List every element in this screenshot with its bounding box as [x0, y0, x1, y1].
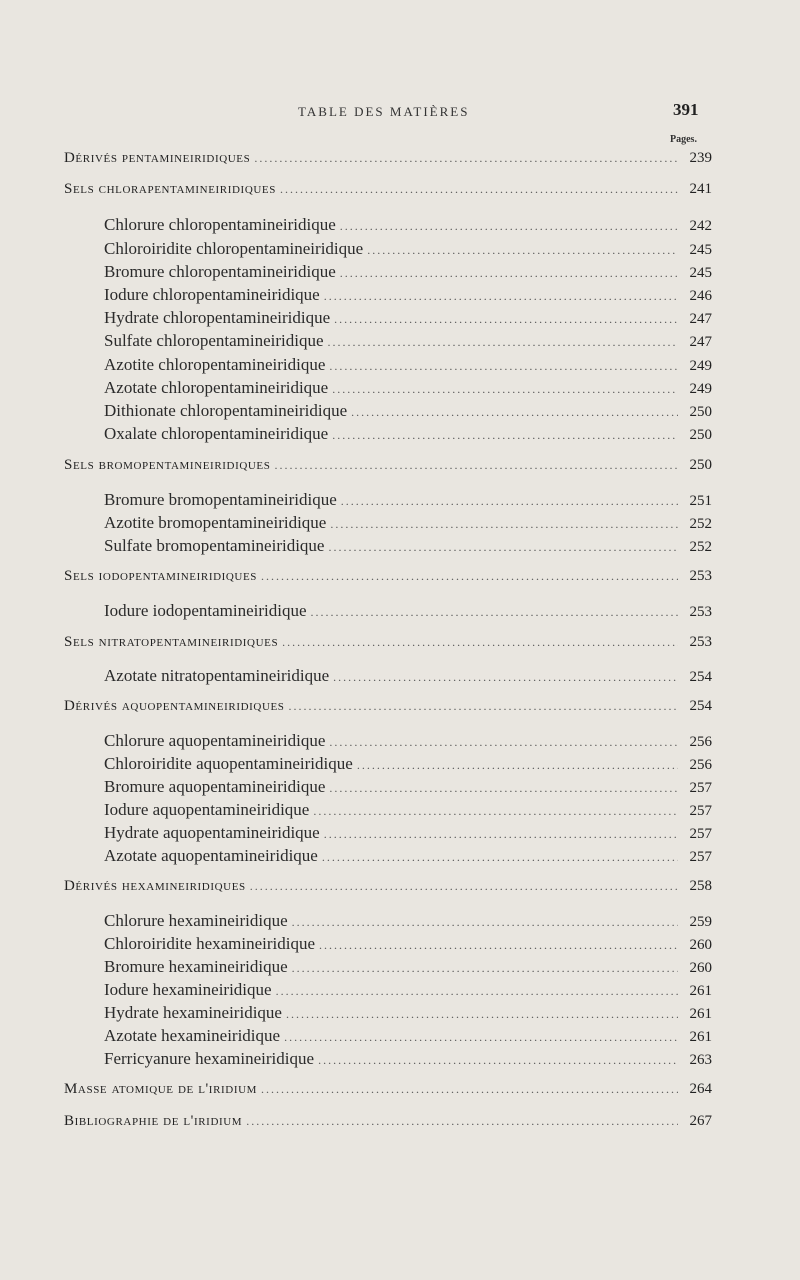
toc-page-number: 247	[689, 311, 712, 327]
toc-entry	[104, 1003, 712, 1025]
dot-leader	[261, 569, 678, 584]
dot-leader	[254, 151, 678, 166]
toc-page-number: 257	[689, 849, 712, 865]
toc-page-number: 247	[689, 334, 712, 350]
toc-page-number: 239	[689, 150, 712, 166]
toc-page-number: 260	[689, 960, 712, 976]
toc-entry	[104, 1049, 712, 1071]
toc-label: Azotate chloropentamineiridique	[104, 378, 329, 397]
toc-section-heading	[64, 878, 712, 900]
toc-label: Bromure bromopentamineiridique	[104, 490, 337, 509]
toc-label: Chloroiridite aquopentamineiridique	[104, 754, 353, 773]
toc-entry	[104, 424, 712, 446]
toc-label: Dithionate chloropentamineiridique	[104, 401, 348, 420]
toc-label: Iodure hexamineiridique	[104, 980, 272, 999]
dot-leader	[282, 635, 678, 650]
dot-leader	[324, 289, 678, 304]
toc-entry	[104, 401, 712, 423]
toc-entry	[104, 536, 712, 558]
toc-entry	[104, 601, 712, 623]
toc-label: Chlorure hexamineiridique	[104, 911, 288, 930]
toc-label: Azotate hexamineiridique	[104, 1026, 281, 1045]
toc-entry	[104, 754, 712, 776]
toc-page-number: 253	[689, 568, 712, 584]
toc-page-number: 241	[689, 181, 712, 197]
dot-leader	[292, 915, 678, 930]
toc-label: Azotite bromopentamineiridique	[104, 513, 327, 532]
toc-entry	[104, 490, 712, 512]
toc-page-number: 252	[689, 516, 712, 532]
toc-label: Sels bromopentamineiridiques	[64, 457, 271, 473]
toc-page-number: 254	[689, 698, 712, 714]
dot-leader	[367, 243, 678, 258]
dot-leader	[332, 382, 678, 397]
toc-entry	[104, 513, 712, 535]
dot-leader	[284, 1030, 678, 1045]
toc-entry	[104, 911, 712, 933]
toc-entry	[104, 308, 712, 330]
toc-page-number: 253	[689, 604, 712, 620]
toc-page-number: 246	[689, 288, 712, 304]
dot-leader	[332, 428, 678, 443]
toc-page-number: 264	[689, 1081, 712, 1097]
toc-entry	[104, 731, 712, 753]
dot-leader	[250, 879, 678, 894]
toc-page-number: 267	[689, 1113, 712, 1129]
toc-label: Iodure aquopentamineiridique	[104, 800, 310, 819]
toc-page-number: 253	[689, 634, 712, 650]
toc-entry	[104, 980, 712, 1002]
toc-section-heading	[64, 181, 712, 203]
toc-label: Sels chlorapentamineiridiques	[64, 181, 276, 197]
toc-page-number: 249	[689, 381, 712, 397]
toc-label: Chloroiridite chloropentamineiridique	[104, 239, 364, 258]
toc-page-number: 251	[689, 493, 712, 509]
toc-page-number: 260	[689, 937, 712, 953]
toc-section-heading	[64, 634, 712, 656]
toc-label: Dérivés pentamineiridiques	[64, 150, 251, 166]
toc-label: Sulfate chloropentamineiridique	[104, 331, 324, 350]
dot-leader	[311, 605, 678, 620]
toc-label: Ferricyanure hexamineiridique	[104, 1049, 315, 1068]
toc-label: Sels nitratopentamineiridiques	[64, 634, 279, 650]
dot-leader	[318, 1053, 678, 1068]
toc-page-number: 257	[689, 826, 712, 842]
dot-leader	[322, 850, 678, 865]
dot-leader	[333, 670, 678, 685]
dot-leader	[340, 266, 678, 281]
toc-page-number: 250	[689, 457, 712, 473]
toc-page-number: 256	[689, 757, 712, 773]
toc-entry	[104, 800, 712, 822]
toc-section-heading	[64, 698, 712, 720]
toc-entry	[104, 285, 712, 307]
toc-section-heading	[64, 457, 712, 479]
dot-leader	[274, 458, 678, 473]
toc-entry	[104, 934, 712, 956]
dot-leader	[328, 335, 678, 350]
running-header	[0, 100, 800, 128]
dot-leader	[280, 182, 678, 197]
toc-page-number: 256	[689, 734, 712, 750]
toc-entry	[104, 1026, 712, 1048]
toc-entry	[104, 262, 712, 284]
toc-page-number: 252	[689, 539, 712, 555]
toc-label: Chlorure aquopentamineiridique	[104, 731, 326, 750]
toc-label: Chlorure chloropentamineiridique	[104, 215, 336, 234]
dot-leader	[292, 961, 678, 976]
dot-leader	[357, 758, 678, 773]
toc-page-number: 258	[689, 878, 712, 894]
toc-label: Dérivés hexamineiridiques	[64, 878, 246, 894]
toc-section-heading	[64, 1081, 712, 1103]
toc-entry	[104, 823, 712, 845]
toc-label: Sulfate bromopentamineiridique	[104, 536, 325, 555]
toc-page-number: 261	[689, 983, 712, 999]
toc-label: Hydrate aquopentamineiridique	[104, 823, 320, 842]
toc-label: Azotate aquopentamineiridique	[104, 846, 318, 865]
dot-leader	[324, 827, 678, 842]
toc-label: Sels iodopentamineiridiques	[64, 568, 258, 584]
toc-entry	[104, 666, 712, 688]
dot-leader	[329, 735, 678, 750]
toc-entry	[104, 215, 712, 237]
toc-label: Hydrate hexamineiridique	[104, 1003, 282, 1022]
toc-label: Azotate nitratopentamineiridique	[104, 666, 330, 685]
toc-page-number: 257	[689, 803, 712, 819]
dot-leader	[276, 984, 678, 999]
dot-leader	[340, 219, 678, 234]
toc-label: Iodure iodopentamineiridique	[104, 601, 307, 620]
toc-page-number: 261	[689, 1006, 712, 1022]
toc-page-number: 249	[689, 358, 712, 374]
toc-entry	[104, 846, 712, 868]
toc-page-number: 263	[689, 1052, 712, 1068]
toc-label: Iodure chloropentamineiridique	[104, 285, 320, 304]
running-title: TABLE DES MATIÈRES	[298, 104, 470, 119]
toc-entry	[104, 355, 712, 377]
dot-leader	[289, 699, 678, 714]
toc-page-number: 250	[689, 404, 712, 420]
toc-section-heading	[64, 568, 712, 590]
toc-label: Hydrate chloropentamineiridique	[104, 308, 331, 327]
toc-page-number: 259	[689, 914, 712, 930]
toc-label: Chloroiridite hexamineiridique	[104, 934, 316, 953]
toc-page-number: 245	[689, 265, 712, 281]
toc-page-number: 250	[689, 427, 712, 443]
toc-section-heading	[64, 1113, 712, 1135]
dot-leader	[313, 804, 678, 819]
toc-label: Oxalate chloropentamineiridique	[104, 424, 329, 443]
dot-leader	[319, 938, 678, 953]
pages-column-label: Pages.	[670, 134, 697, 145]
dot-leader	[261, 1082, 678, 1097]
dot-leader	[329, 359, 678, 374]
toc-label: Dérivés aquopentamineiridiques	[64, 698, 285, 714]
dot-leader	[329, 781, 678, 796]
toc-page-number: 242	[689, 218, 712, 234]
toc-entry	[104, 957, 712, 979]
toc-page-number: 245	[689, 242, 712, 258]
dot-leader	[286, 1007, 678, 1022]
dot-leader	[341, 494, 678, 509]
dot-leader	[246, 1114, 678, 1129]
toc-page-number: 254	[689, 669, 712, 685]
toc-entry	[104, 378, 712, 400]
toc-page-number: 257	[689, 780, 712, 796]
toc-section-heading	[64, 150, 712, 172]
toc-label: Bromure hexamineiridique	[104, 957, 288, 976]
toc-label: Azotite chloropentamineiridique	[104, 355, 326, 374]
dot-leader	[328, 540, 678, 555]
toc-entry	[104, 239, 712, 261]
toc-label: Bibliographie de l'iridium	[64, 1113, 243, 1129]
page-number: 391	[673, 100, 699, 119]
dot-leader	[351, 405, 678, 420]
toc-label: Masse atomique de l'iridium	[64, 1081, 258, 1097]
dot-leader	[330, 517, 678, 532]
toc-entry	[104, 331, 712, 353]
toc-page-number: 261	[689, 1029, 712, 1045]
toc-label: Bromure chloropentamineiridique	[104, 262, 336, 281]
toc-label: Bromure aquopentamineiridique	[104, 777, 326, 796]
dot-leader	[334, 312, 678, 327]
toc-entry	[104, 777, 712, 799]
